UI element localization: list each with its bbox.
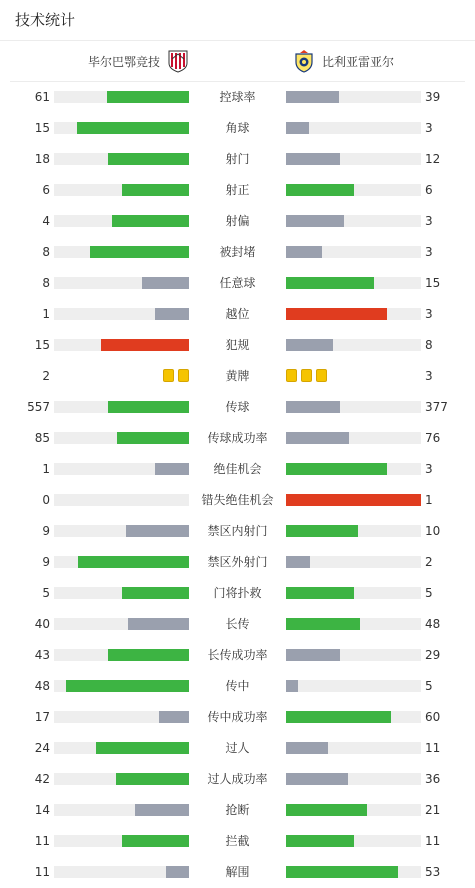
away-team[interactable] (292, 49, 394, 73)
home-bar-fill (108, 649, 189, 661)
stat-label: 黄牌 (225, 369, 250, 383)
away-bar-fill (286, 742, 328, 754)
home-bar-fill (122, 835, 190, 847)
home-bar-track (54, 277, 189, 289)
away-bar-fill (286, 556, 310, 568)
home-value: 4 (42, 214, 50, 228)
home-bar-fill (166, 866, 189, 878)
stat-row-22 (0, 764, 475, 795)
stat-row-14 (0, 516, 475, 547)
home-value: 40 (34, 617, 50, 631)
home-team[interactable] (88, 49, 190, 73)
away-bar-track (286, 773, 421, 785)
away-value: 5 (425, 586, 433, 600)
home-value: 5 (42, 586, 50, 600)
home-bar-track (54, 773, 189, 785)
home-bar-fill (107, 91, 189, 103)
away-bar-track (286, 432, 421, 444)
away-value: 377 (425, 400, 448, 414)
home-bar-fill (116, 773, 189, 785)
home-bar-fill (135, 804, 189, 816)
stat-label: 长传 (225, 617, 250, 631)
stat-label: 过人 (225, 741, 250, 755)
away-value: 39 (425, 90, 441, 104)
home-bar-track (54, 401, 189, 413)
away-bar-fill (286, 649, 340, 661)
away-bar-fill (286, 432, 349, 444)
home-bar-fill (117, 432, 189, 444)
stat-row-20 (0, 702, 475, 733)
home-bar-track (54, 711, 189, 723)
stat-label: 传中成功率 (207, 710, 268, 724)
home-value: 43 (34, 648, 50, 662)
away-bar-track (286, 525, 421, 537)
away-value: 76 (425, 431, 441, 445)
away-bar-track (286, 246, 421, 258)
home-value: 11 (34, 865, 50, 879)
away-bar-track (286, 835, 421, 847)
stat-row-8 (0, 330, 475, 361)
away-bar-track (286, 866, 421, 878)
stat-label: 犯规 (225, 338, 250, 352)
away-value: 21 (425, 803, 441, 817)
away-bar-fill (286, 866, 398, 878)
away-bar-track (286, 649, 421, 661)
away-team-name: 比利亚雷亚尔 (322, 54, 395, 69)
away-value: 1 (425, 493, 433, 507)
home-bar-track (54, 587, 189, 599)
away-bar-track (286, 742, 421, 754)
away-bar-track (286, 122, 421, 134)
away-bar-fill (286, 525, 358, 537)
home-bar-track (54, 618, 189, 630)
home-value: 8 (42, 245, 50, 259)
home-value: 0 (42, 493, 50, 507)
yellow-card-icon (163, 369, 174, 382)
home-bar-track (54, 339, 189, 351)
away-value: 2 (425, 555, 433, 569)
home-bar-fill (96, 742, 189, 754)
away-bar-track (286, 711, 421, 723)
away-bar-fill (286, 804, 367, 816)
home-value: 8 (42, 276, 50, 290)
stat-row-1 (0, 113, 475, 144)
home-bar-fill (122, 184, 190, 196)
stat-row-19 (0, 671, 475, 702)
home-bar-fill (112, 215, 189, 227)
home-bar-track (54, 184, 189, 196)
stat-label: 控球率 (219, 90, 256, 104)
stat-label: 长传成功率 (207, 648, 268, 662)
home-bar-track (54, 432, 189, 444)
stat-row-25 (0, 857, 475, 888)
home-bar-fill (78, 556, 189, 568)
home-value: 17 (34, 710, 50, 724)
yellow-card-icon (286, 369, 297, 382)
away-value: 3 (425, 214, 433, 228)
athletic-bilbao-crest-icon (166, 49, 190, 73)
away-bar-fill (286, 587, 354, 599)
away-bar-fill (286, 618, 360, 630)
stat-row-17 (0, 609, 475, 640)
home-bar-fill (108, 401, 189, 413)
away-bar-track (286, 401, 421, 413)
stat-label: 传中 (225, 679, 250, 693)
away-bar-fill (286, 339, 333, 351)
away-value: 5 (425, 679, 433, 693)
stat-label: 任意球 (219, 276, 256, 290)
away-bar-track (286, 339, 421, 351)
home-bar-fill (66, 680, 189, 692)
home-value: 9 (42, 555, 50, 569)
away-value: 3 (425, 121, 433, 135)
home-value: 18 (34, 152, 50, 166)
home-bar-track (54, 246, 189, 258)
stat-row-23 (0, 795, 475, 826)
stat-row-16 (0, 578, 475, 609)
stat-label: 射门 (225, 152, 250, 166)
stat-row-9 (0, 361, 475, 392)
away-bar-fill (286, 122, 309, 134)
home-bar-track (54, 463, 189, 475)
yellow-card-icon (301, 369, 312, 382)
home-bar-fill (128, 618, 189, 630)
away-bar-fill (286, 153, 340, 165)
home-bar-fill (155, 463, 189, 475)
away-bar-track (286, 91, 421, 103)
home-bar-track (54, 525, 189, 537)
home-bar-track (54, 91, 189, 103)
home-bar-fill (126, 525, 189, 537)
away-bar-fill (286, 308, 387, 320)
stat-row-2 (0, 144, 475, 175)
stat-label: 禁区外射门 (207, 555, 268, 569)
away-bar-track (286, 153, 421, 165)
home-bar-track (54, 649, 189, 661)
home-bar-fill (77, 122, 189, 134)
home-value: 11 (34, 834, 50, 848)
stat-row-13 (0, 485, 475, 516)
home-value: 61 (34, 90, 50, 104)
stat-label: 禁区内射门 (207, 524, 268, 538)
home-bar-track (54, 804, 189, 816)
page-title: 技术统计 (15, 11, 76, 29)
away-value: 60 (425, 710, 441, 724)
stat-label: 角球 (225, 121, 250, 135)
away-bar-track (286, 618, 421, 630)
villarreal-crest-icon (292, 49, 316, 73)
stat-row-5 (0, 237, 475, 268)
away-bar-track (286, 463, 421, 475)
away-value: 6 (425, 183, 433, 197)
away-bar-track (286, 556, 421, 568)
home-value: 15 (34, 338, 50, 352)
home-bar-track (54, 215, 189, 227)
yellow-card-icon (316, 369, 327, 382)
away-value: 3 (425, 307, 433, 321)
home-value: 24 (34, 741, 50, 755)
home-value: 1 (42, 307, 50, 321)
stat-row-4 (0, 206, 475, 237)
stat-label: 被封堵 (219, 245, 256, 259)
stat-label: 射偏 (225, 214, 250, 228)
stat-label: 绝佳机会 (213, 462, 262, 476)
away-bar-track (286, 215, 421, 227)
stat-row-15 (0, 547, 475, 578)
home-value: 2 (42, 369, 50, 383)
stat-label: 射正 (225, 183, 250, 197)
home-value: 85 (34, 431, 50, 445)
home-bar-track (54, 122, 189, 134)
home-value: 48 (34, 679, 50, 693)
away-bar-track (286, 308, 421, 320)
away-bar-track (286, 184, 421, 196)
home-value: 6 (42, 183, 50, 197)
stat-label: 抢断 (225, 803, 250, 817)
away-bar-fill (286, 680, 298, 692)
stat-label: 拦截 (225, 834, 250, 848)
home-value: 42 (34, 772, 50, 786)
home-bar-fill (155, 308, 189, 320)
home-bar-fill (101, 339, 189, 351)
stats-table (0, 82, 475, 888)
away-value: 36 (425, 772, 441, 786)
stat-row-3 (0, 175, 475, 206)
home-team-name: 毕尔巴鄂竞技 (87, 54, 160, 69)
stat-row-24 (0, 826, 475, 857)
home-value: 9 (42, 524, 50, 538)
home-bar-track (54, 835, 189, 847)
away-bar-fill (286, 184, 354, 196)
away-value: 53 (425, 865, 441, 879)
home-bar-fill (122, 587, 190, 599)
away-bar-track (286, 587, 421, 599)
away-value: 3 (425, 245, 433, 259)
stat-label: 传球 (225, 400, 250, 414)
stat-row-10 (0, 392, 475, 423)
home-bar-track (54, 742, 189, 754)
stat-row-11 (0, 423, 475, 454)
stat-label: 过人成功率 (207, 772, 268, 786)
away-value: 48 (425, 617, 441, 631)
home-bar-track (54, 866, 189, 878)
stat-label: 门将扑救 (213, 586, 262, 600)
home-bar-track (54, 494, 189, 506)
home-bar-fill (90, 246, 189, 258)
home-value: 14 (34, 803, 50, 817)
home-bar-track (54, 556, 189, 568)
home-bar-track (54, 153, 189, 165)
home-bar-track (54, 680, 189, 692)
away-bar-fill (286, 401, 340, 413)
away-value: 10 (425, 524, 441, 538)
away-bar-fill (286, 215, 344, 227)
away-bar-track (286, 680, 421, 692)
home-value: 1 (42, 462, 50, 476)
stat-row-21 (0, 733, 475, 764)
stat-label: 解围 (225, 865, 250, 879)
away-value: 11 (425, 834, 441, 848)
stat-row-7 (0, 299, 475, 330)
home-cards (163, 369, 189, 382)
stat-row-6 (0, 268, 475, 299)
away-bar-track (286, 277, 421, 289)
home-bar-track (54, 308, 189, 320)
away-value: 29 (425, 648, 441, 662)
stat-row-12 (0, 454, 475, 485)
away-bar-track (286, 804, 421, 816)
away-bar-fill (286, 494, 421, 506)
teams-header (10, 41, 465, 82)
away-value: 8 (425, 338, 433, 352)
home-value: 15 (34, 121, 50, 135)
away-value: 3 (425, 462, 433, 476)
away-bar-fill (286, 246, 322, 258)
away-bar-fill (286, 463, 387, 475)
away-bar-fill (286, 835, 354, 847)
away-bar-fill (286, 711, 391, 723)
home-value: 557 (27, 400, 50, 414)
stat-row-0 (0, 82, 475, 113)
home-bar-fill (142, 277, 189, 289)
yellow-card-icon (178, 369, 189, 382)
stat-label: 错失绝佳机会 (201, 493, 274, 507)
home-bar-fill (159, 711, 189, 723)
away-value: 11 (425, 741, 441, 755)
away-bar-track (286, 494, 421, 506)
stat-label: 越位 (225, 307, 250, 321)
stat-label: 传球成功率 (207, 431, 268, 445)
away-value: 3 (425, 369, 433, 383)
stat-row-18 (0, 640, 475, 671)
away-bar-fill (286, 91, 339, 103)
away-value: 15 (425, 276, 441, 290)
away-bar-fill (286, 277, 374, 289)
away-value: 12 (425, 152, 441, 166)
away-bar-fill (286, 773, 348, 785)
home-bar-fill (108, 153, 189, 165)
away-cards (286, 369, 327, 382)
